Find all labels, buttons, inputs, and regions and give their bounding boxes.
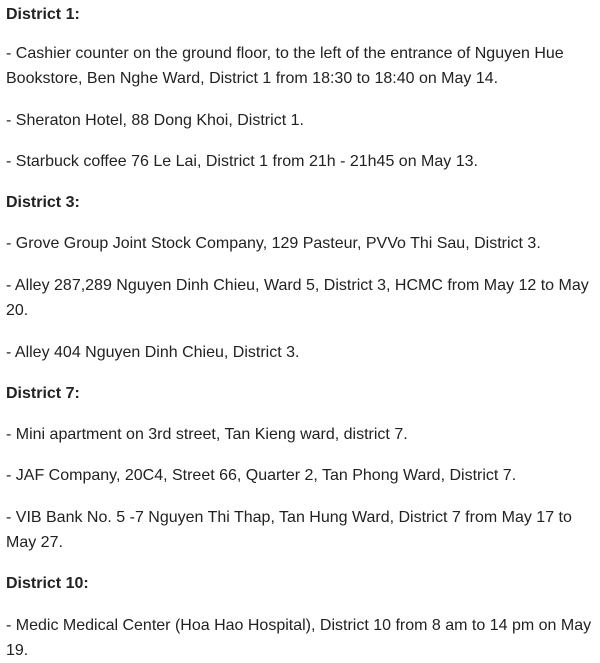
- list-item: [6, 42, 564, 91]
- list-item-line: - VIB Bank No. 5 -7 Nguyen Thi Thap, Tan Hung Ward, District 7 from May 17 to: [6, 509, 572, 526]
- list-item-line: May 27.: [6, 533, 63, 551]
- list-item-line: - Mini apartment on 3rd street, Tan Kieng ward, district 7.: [6, 426, 408, 443]
- list-item-line: - Medic Medical Center (Hoa Hao Hospital), District 10 from 8 am to 14 pm on May: [6, 617, 592, 634]
- list-item: [6, 506, 572, 555]
- section-heading-district-3: District 3:: [6, 194, 80, 211]
- list-item-line: Bookstore, Ben Nghe Ward, District 1 from 18:30 to 18:40 on May 14.: [6, 69, 499, 87]
- list-item: [6, 232, 541, 257]
- list-item: [6, 341, 299, 366]
- list-item-line: 20.: [6, 301, 29, 319]
- list-item: [6, 109, 304, 134]
- section-heading-district-10: District 10:: [6, 575, 89, 592]
- list-item: [6, 423, 408, 448]
- list-item: [6, 274, 589, 323]
- list-item-line: - Starbuck coffee 76 Le Lai, District 1 from 21h - 21h45 on May 13.: [6, 153, 478, 170]
- list-item: [6, 150, 478, 175]
- list-item-line: - Sheraton Hotel, 88 Dong Khoi, District 1.: [6, 112, 304, 129]
- list-item: [6, 464, 516, 489]
- section-heading-district-7: District 7:: [6, 385, 80, 402]
- list-item: [6, 614, 591, 663]
- list-item-line: - Grove Group Joint Stock Company, 129 Pasteur, PVVo Thi Sau, District 3.: [6, 235, 541, 252]
- list-item-line: - Alley 404 Nguyen Dinh Chieu, District 3.: [6, 344, 300, 361]
- list-item-line: - Cashier counter on the ground floor, to the left of the entrance of Nguyen Hue: [6, 45, 564, 62]
- list-item-line: - Alley 287,289 Nguyen Dinh Chieu, Ward 5, District 3, HCMC from May 12 to May: [6, 277, 589, 294]
- section-heading-district-1: District 1:: [6, 6, 80, 23]
- list-item-line: - JAF Company, 20C4, Street 66, Quarter 2, Tan Phong Ward, District 7.: [6, 467, 517, 484]
- list-item-line: 19.: [6, 641, 29, 659]
